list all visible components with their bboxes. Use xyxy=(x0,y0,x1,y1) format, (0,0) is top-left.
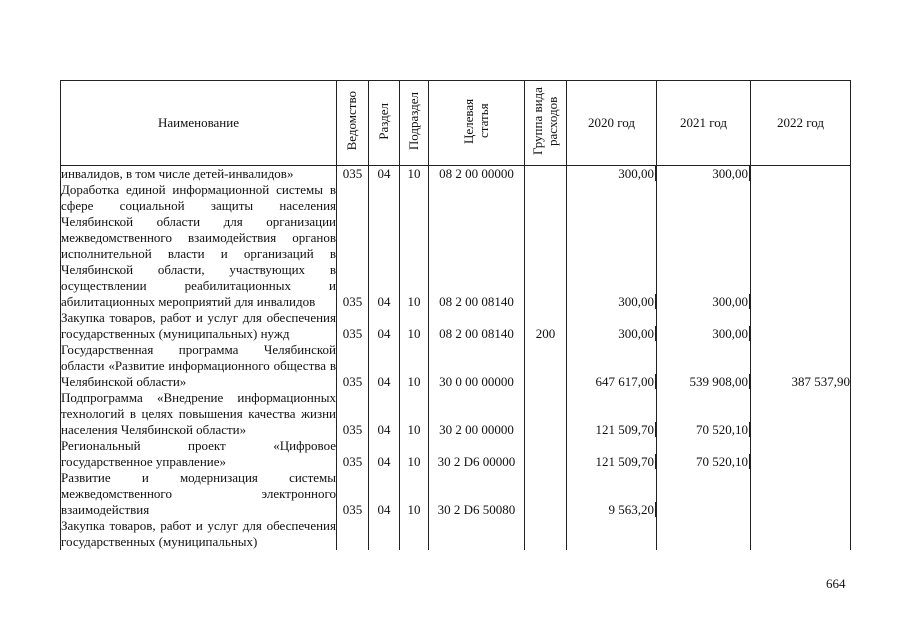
row-department xyxy=(337,518,369,550)
table-row xyxy=(61,166,851,183)
row-section: 04 xyxy=(369,166,400,183)
row-2022 xyxy=(751,518,851,550)
row-2021-value: 539 908,00 xyxy=(689,374,748,389)
row-subsection: 10 xyxy=(400,310,429,342)
row-name: Закупка товаров, работ и услуг для обеспечения государственных (муниципальных) xyxy=(61,518,336,549)
row-target-article xyxy=(429,518,525,550)
row-expense-group xyxy=(525,342,567,390)
row-section: 04 xyxy=(369,470,400,518)
header-expense-group-label: Группа вида расходов xyxy=(529,87,560,155)
row-2022 xyxy=(751,438,851,470)
row-target-article: 08 2 00 08140 xyxy=(429,182,525,310)
row-department: 035 xyxy=(337,438,369,470)
row-section: 04 xyxy=(369,310,400,342)
row-2021 xyxy=(657,470,751,518)
row-name: Государственная программа Челябинской области «Развитие информационного общества в Челябинской области» xyxy=(61,342,336,389)
row-2022 xyxy=(751,470,851,518)
row-2020-value: 9 563,20 xyxy=(608,502,654,517)
header-target-article-label: Целевая статья xyxy=(460,98,491,144)
row-department: 035 xyxy=(337,390,369,438)
header-name: Наименование xyxy=(61,81,337,166)
row-expense-group xyxy=(525,182,567,310)
row-name: Региональный проект «Цифровое государственное управление» xyxy=(61,438,336,469)
row-2020 xyxy=(567,310,657,342)
table-row xyxy=(61,470,851,518)
row-2020 xyxy=(567,518,657,550)
header-department-label: Ведомство xyxy=(344,91,360,151)
header-2020: 2020 год xyxy=(567,81,657,166)
row-subsection: 10 xyxy=(400,438,429,470)
row-section: 04 xyxy=(369,390,400,438)
row-department: 035 xyxy=(337,166,369,183)
table-body xyxy=(61,166,851,551)
row-2021 xyxy=(657,518,751,550)
row-2021 xyxy=(657,342,751,390)
row-name: Доработка единой информационной системы в сфере социальной защиты населения Челябинской области для организации межведомственного взаимодействия органов исполнительной власти и организаций в Челябинской области, участвующих в осуществлении реабилитационных и абилитационных мероприятий для инвалидов xyxy=(61,182,336,309)
row-target-article: 30 2 D6 00000 xyxy=(429,438,525,470)
row-2020-value: 300,00 xyxy=(618,294,654,309)
row-name: Закупка товаров, работ и услуг для обеспечения государственных (муниципальных) нужд xyxy=(61,310,336,341)
row-department: 035 xyxy=(337,342,369,390)
row-2021 xyxy=(657,166,751,183)
row-2020 xyxy=(567,182,657,310)
row-2022-value: 387 537,90 xyxy=(791,374,850,389)
row-2022 xyxy=(751,182,851,310)
header-expense-group xyxy=(525,81,567,166)
row-target-article: 30 2 00 00000 xyxy=(429,390,525,438)
row-2020 xyxy=(567,470,657,518)
row-expense-group xyxy=(525,166,567,183)
row-2022 xyxy=(751,342,851,390)
table-row xyxy=(61,310,851,342)
row-2021-value: 300,00 xyxy=(712,294,748,309)
row-2020-value: 121 509,70 xyxy=(595,454,654,469)
row-2020-value: 300,00 xyxy=(618,166,654,181)
row-subsection xyxy=(400,518,429,550)
row-expense-group xyxy=(525,390,567,438)
row-2021 xyxy=(657,310,751,342)
row-2021-value: 70 520,10 xyxy=(696,454,748,469)
header-section xyxy=(369,81,400,166)
row-2021-value: 300,00 xyxy=(712,326,748,341)
row-target-article: 08 2 00 00000 xyxy=(429,166,525,183)
table-row xyxy=(61,438,851,470)
table-row xyxy=(61,342,851,390)
header-2022: 2022 год xyxy=(751,81,851,166)
row-2021 xyxy=(657,438,751,470)
budget-table xyxy=(60,80,851,550)
header-2021: 2021 год xyxy=(657,81,751,166)
row-target-article: 30 0 00 00000 xyxy=(429,342,525,390)
row-subsection: 10 xyxy=(400,342,429,390)
row-2020-value: 121 509,70 xyxy=(595,422,654,437)
row-2020 xyxy=(567,342,657,390)
row-expense-group xyxy=(525,518,567,550)
row-target-article: 08 2 00 08140 xyxy=(429,310,525,342)
row-expense-group: 200 xyxy=(525,310,567,342)
row-name: инвалидов, в том числе детей-инвалидов» xyxy=(61,166,337,183)
header-subsection xyxy=(400,81,429,166)
row-expense-group xyxy=(525,438,567,470)
row-2021 xyxy=(657,390,751,438)
row-2022 xyxy=(751,310,851,342)
row-expense-group xyxy=(525,470,567,518)
table-row xyxy=(61,518,851,550)
row-section: 04 xyxy=(369,342,400,390)
row-2020 xyxy=(567,166,657,183)
row-section: 04 xyxy=(369,438,400,470)
row-2022 xyxy=(751,390,851,438)
row-2020-value: 300,00 xyxy=(618,326,654,341)
row-2020 xyxy=(567,390,657,438)
header-subsection-label: Подраздел xyxy=(405,91,421,151)
header-target-article xyxy=(429,81,525,166)
row-subsection: 10 xyxy=(400,390,429,438)
header-department xyxy=(337,81,369,166)
table-row xyxy=(61,390,851,438)
row-department: 035 xyxy=(337,310,369,342)
row-2022 xyxy=(751,166,851,183)
header-section-label: Раздел xyxy=(375,102,391,140)
row-department: 035 xyxy=(337,182,369,310)
table-row xyxy=(61,182,851,310)
row-name: Подпрограмма «Внедрение информационных технологий в целях повышения качества жизни населения Челябинской области» xyxy=(61,390,336,437)
row-section: 04 xyxy=(369,182,400,310)
row-subsection: 10 xyxy=(400,470,429,518)
row-subsection: 10 xyxy=(400,182,429,310)
page-number: 664 xyxy=(826,576,846,591)
row-2021-value: 70 520,10 xyxy=(696,422,748,437)
row-section xyxy=(369,518,400,550)
row-department: 035 xyxy=(337,470,369,518)
row-name: Развитие и модернизация системы межведомственного электронного взаимодействия xyxy=(61,470,336,517)
header-row xyxy=(61,81,851,166)
row-subsection: 10 xyxy=(400,166,429,183)
row-2021 xyxy=(657,182,751,310)
row-2020 xyxy=(567,438,657,470)
row-target-article: 30 2 D6 50080 xyxy=(429,470,525,518)
row-2021-value: 300,00 xyxy=(712,166,748,181)
row-2020-value: 647 617,00 xyxy=(595,374,654,389)
